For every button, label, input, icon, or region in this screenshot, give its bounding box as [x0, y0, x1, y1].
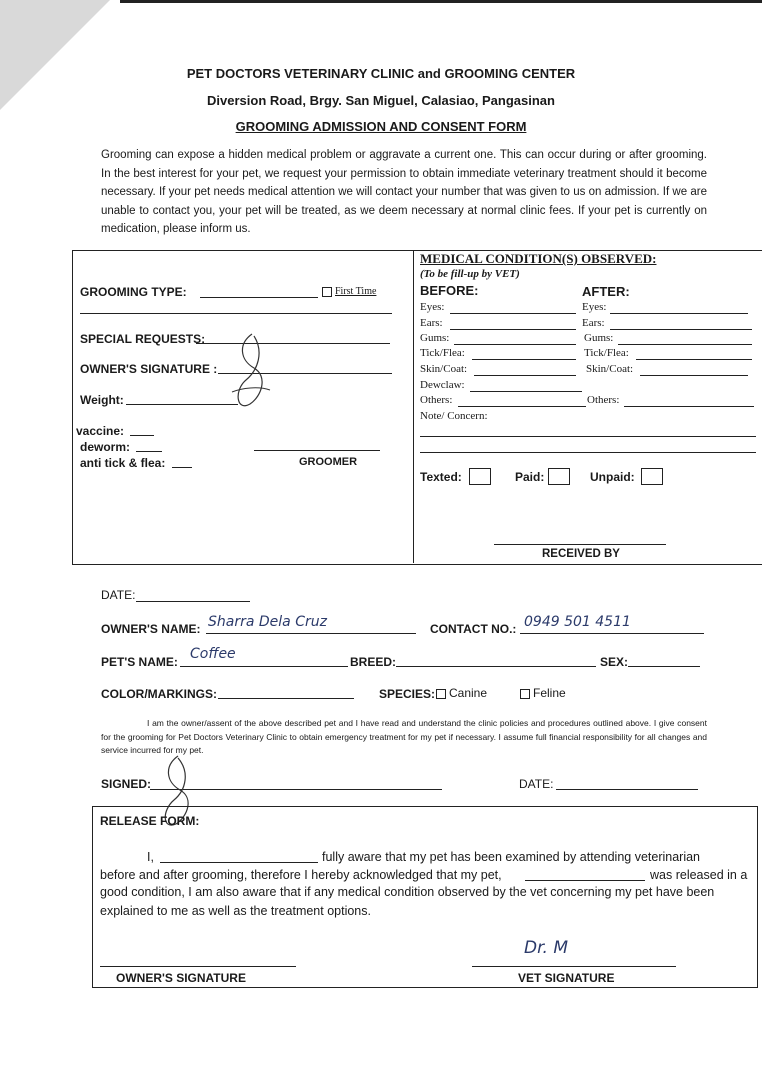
release-vet-signature-line[interactable] [472, 966, 676, 967]
pet-name-field[interactable] [180, 666, 348, 667]
after-gums-label: Gums: [584, 332, 614, 344]
column-divider [413, 251, 414, 563]
release-owner-signature-label: OWNER'S SIGNATURE [116, 971, 246, 985]
unpaid-label: Unpaid: [590, 470, 635, 484]
breed-label: BREED: [350, 655, 397, 669]
checkbox-icon[interactable] [322, 287, 332, 297]
date-field[interactable] [136, 601, 250, 602]
before-dewclaw-label: Dewclaw: [420, 379, 465, 391]
medical-title: MEDICAL CONDITION(S) OBSERVED: [420, 251, 657, 266]
before-heading: BEFORE: [420, 283, 479, 298]
before-ears-field[interactable] [450, 329, 576, 330]
feline-checkbox-icon[interactable] [520, 689, 530, 699]
after-others-field[interactable] [624, 406, 754, 407]
after-tickflea-label: Tick/Flea: [584, 347, 629, 359]
deworm-label: deworm: [80, 440, 131, 454]
received-by-label: RECEIVED BY [542, 548, 620, 560]
release-title: RELEASE FORM: [100, 814, 200, 828]
medical-subtitle: (To be fill-up by VET) [420, 268, 520, 280]
owner-signature-label: OWNER'S SIGNATURE : [80, 362, 218, 376]
release-owner-signature-line[interactable] [100, 966, 296, 967]
after-skincoat-field[interactable] [640, 375, 748, 376]
after-eyes-label: Eyes: [582, 301, 607, 313]
after-others-label: Others: [587, 394, 620, 406]
paid-label: Paid: [515, 470, 545, 484]
paid-checkbox[interactable] [548, 468, 570, 485]
contact-value: 0949 501 4511 [524, 614, 631, 630]
special-requests-field[interactable] [196, 343, 390, 344]
received-by-line[interactable] [494, 544, 666, 545]
special-requests-label: SPECIAL REQUESTS: [80, 332, 206, 346]
before-others-field[interactable] [458, 406, 586, 407]
deworm-field[interactable] [136, 451, 162, 452]
clinic-name: PET DOCTORS VETERINARY CLINIC and GROOMING CENTER [186, 66, 576, 81]
color-label: COLOR/MARKINGS: [101, 687, 217, 701]
before-skincoat-field[interactable] [474, 375, 576, 376]
intro-paragraph: Grooming can expose a hidden medical problem or aggravate a current one. This can occur during or after grooming. In the best interest for your pet, we request your permission to obtain immediate veterinary treatment should it become necessary. If your pet needs medical attention we will contact your number that was given to us on admission. If we are unable to contact you, your pet will be treated, as we deem necessary at normal clinic fees. If your pet is currently on medication, please inform us. [101, 149, 707, 236]
vet-initials: Dr. M [524, 938, 568, 958]
clinic-address: Diversion Road, Brgy. San Miguel, Calasiao, Pangasinan [207, 93, 555, 108]
anti-tick-label: anti tick & flea: [80, 456, 166, 470]
pet-name-label: PET'S NAME: [101, 655, 178, 669]
grooming-type-label: GROOMING TYPE: [80, 285, 187, 299]
signed-label: SIGNED: [101, 777, 152, 791]
date-label: DATE: [101, 588, 136, 602]
texted-label: Texted: [420, 470, 462, 484]
form-title: GROOMING ADMISSION AND CONSENT FORM [235, 119, 527, 134]
after-ears-field[interactable] [610, 329, 752, 330]
consent-date-label: DATE: [519, 777, 554, 791]
release-line1-a: I, [147, 850, 154, 864]
before-eyes-field[interactable] [450, 313, 576, 314]
release-line3: good condition, I am also aware that if any medical condition observed by the vet concerning my pet have been explained to me as well as the treatment options. [100, 885, 715, 918]
after-gums-field[interactable] [618, 344, 752, 345]
after-ears-label: Ears: [582, 317, 605, 329]
after-eyes-field[interactable] [610, 313, 748, 314]
before-gums-field[interactable] [454, 344, 576, 345]
feline-option[interactable]: Feline [520, 686, 566, 700]
release-line2-b: was released in a [650, 868, 748, 882]
after-heading: AFTER: [582, 284, 630, 299]
owner-name-field[interactable] [206, 633, 416, 634]
anti-tick-field[interactable] [172, 467, 192, 468]
note-line-1[interactable] [420, 436, 756, 437]
note-label: Note/ Concern: [420, 410, 488, 422]
consent-text: I am the owner/assent of the above described pet and I have read and understand the clinic policies and procedures outlined above. I give consent for the grooming for Pet Doctors Veterinary Clinic to obtain emergency treatment for my pet if necessary. I assume full financial responsibility for all changes and service incurred for my pet. [101, 718, 707, 755]
contact-label: CONTACT NO.: [430, 622, 517, 636]
owner-name-label: OWNER'S NAME: [101, 622, 201, 636]
before-skincoat-label: Skin/Coat: [420, 363, 468, 375]
grooming-type-field[interactable] [200, 297, 318, 298]
release-owner-name-field[interactable] [160, 862, 318, 863]
owner-signature-scribble [228, 330, 274, 420]
pet-name-value: Coffee [190, 646, 236, 662]
before-ears-label: Ears: [420, 317, 443, 329]
owner-name-value: Sharra Dela Cruz [208, 614, 327, 630]
before-dewclaw-field[interactable] [470, 391, 582, 392]
before-others-label: Others: [420, 394, 453, 406]
grooming-type-extra-line[interactable] [80, 313, 392, 314]
weight-label: Weight: [80, 393, 124, 407]
vaccine-label: vaccine: [76, 424, 125, 438]
canine-checkbox-icon[interactable] [436, 689, 446, 699]
breed-field[interactable] [396, 666, 596, 667]
top-border [120, 0, 762, 3]
consent-date-field[interactable] [556, 789, 698, 790]
before-tickflea-label: Tick/Flea: [420, 347, 465, 359]
release-line2-a: before and after grooming, therefore I hereby acknowledged that my pet, [100, 868, 502, 882]
groomer-signature-line[interactable] [254, 450, 380, 451]
note-line-2[interactable] [420, 452, 756, 453]
sex-field[interactable] [628, 666, 700, 667]
groomer-label: GROOMER [299, 456, 358, 468]
before-gums-label: Gums: [420, 332, 450, 344]
first-time-checkbox[interactable]: First Time [322, 286, 376, 297]
weight-field[interactable] [126, 404, 238, 405]
contact-field[interactable] [520, 633, 704, 634]
color-field[interactable] [218, 698, 354, 699]
before-tickflea-field[interactable] [472, 359, 576, 360]
unpaid-checkbox[interactable] [641, 468, 663, 485]
release-vet-signature-label: VET SIGNATURE [518, 971, 615, 985]
species-label: SPECIES: [379, 687, 436, 701]
vaccine-field[interactable] [130, 435, 154, 436]
sex-label: SEX: [600, 655, 629, 669]
release-pet-name-field[interactable] [525, 880, 645, 881]
after-skincoat-label: Skin/Coat: [586, 363, 634, 375]
release-line1-b: fully aware that my pet has been examined by attending veterinarian [322, 850, 701, 864]
canine-option[interactable]: Canine [436, 686, 487, 700]
after-tickflea-field[interactable] [636, 359, 752, 360]
before-eyes-label: Eyes: [420, 301, 445, 313]
texted-checkbox[interactable] [469, 468, 491, 485]
